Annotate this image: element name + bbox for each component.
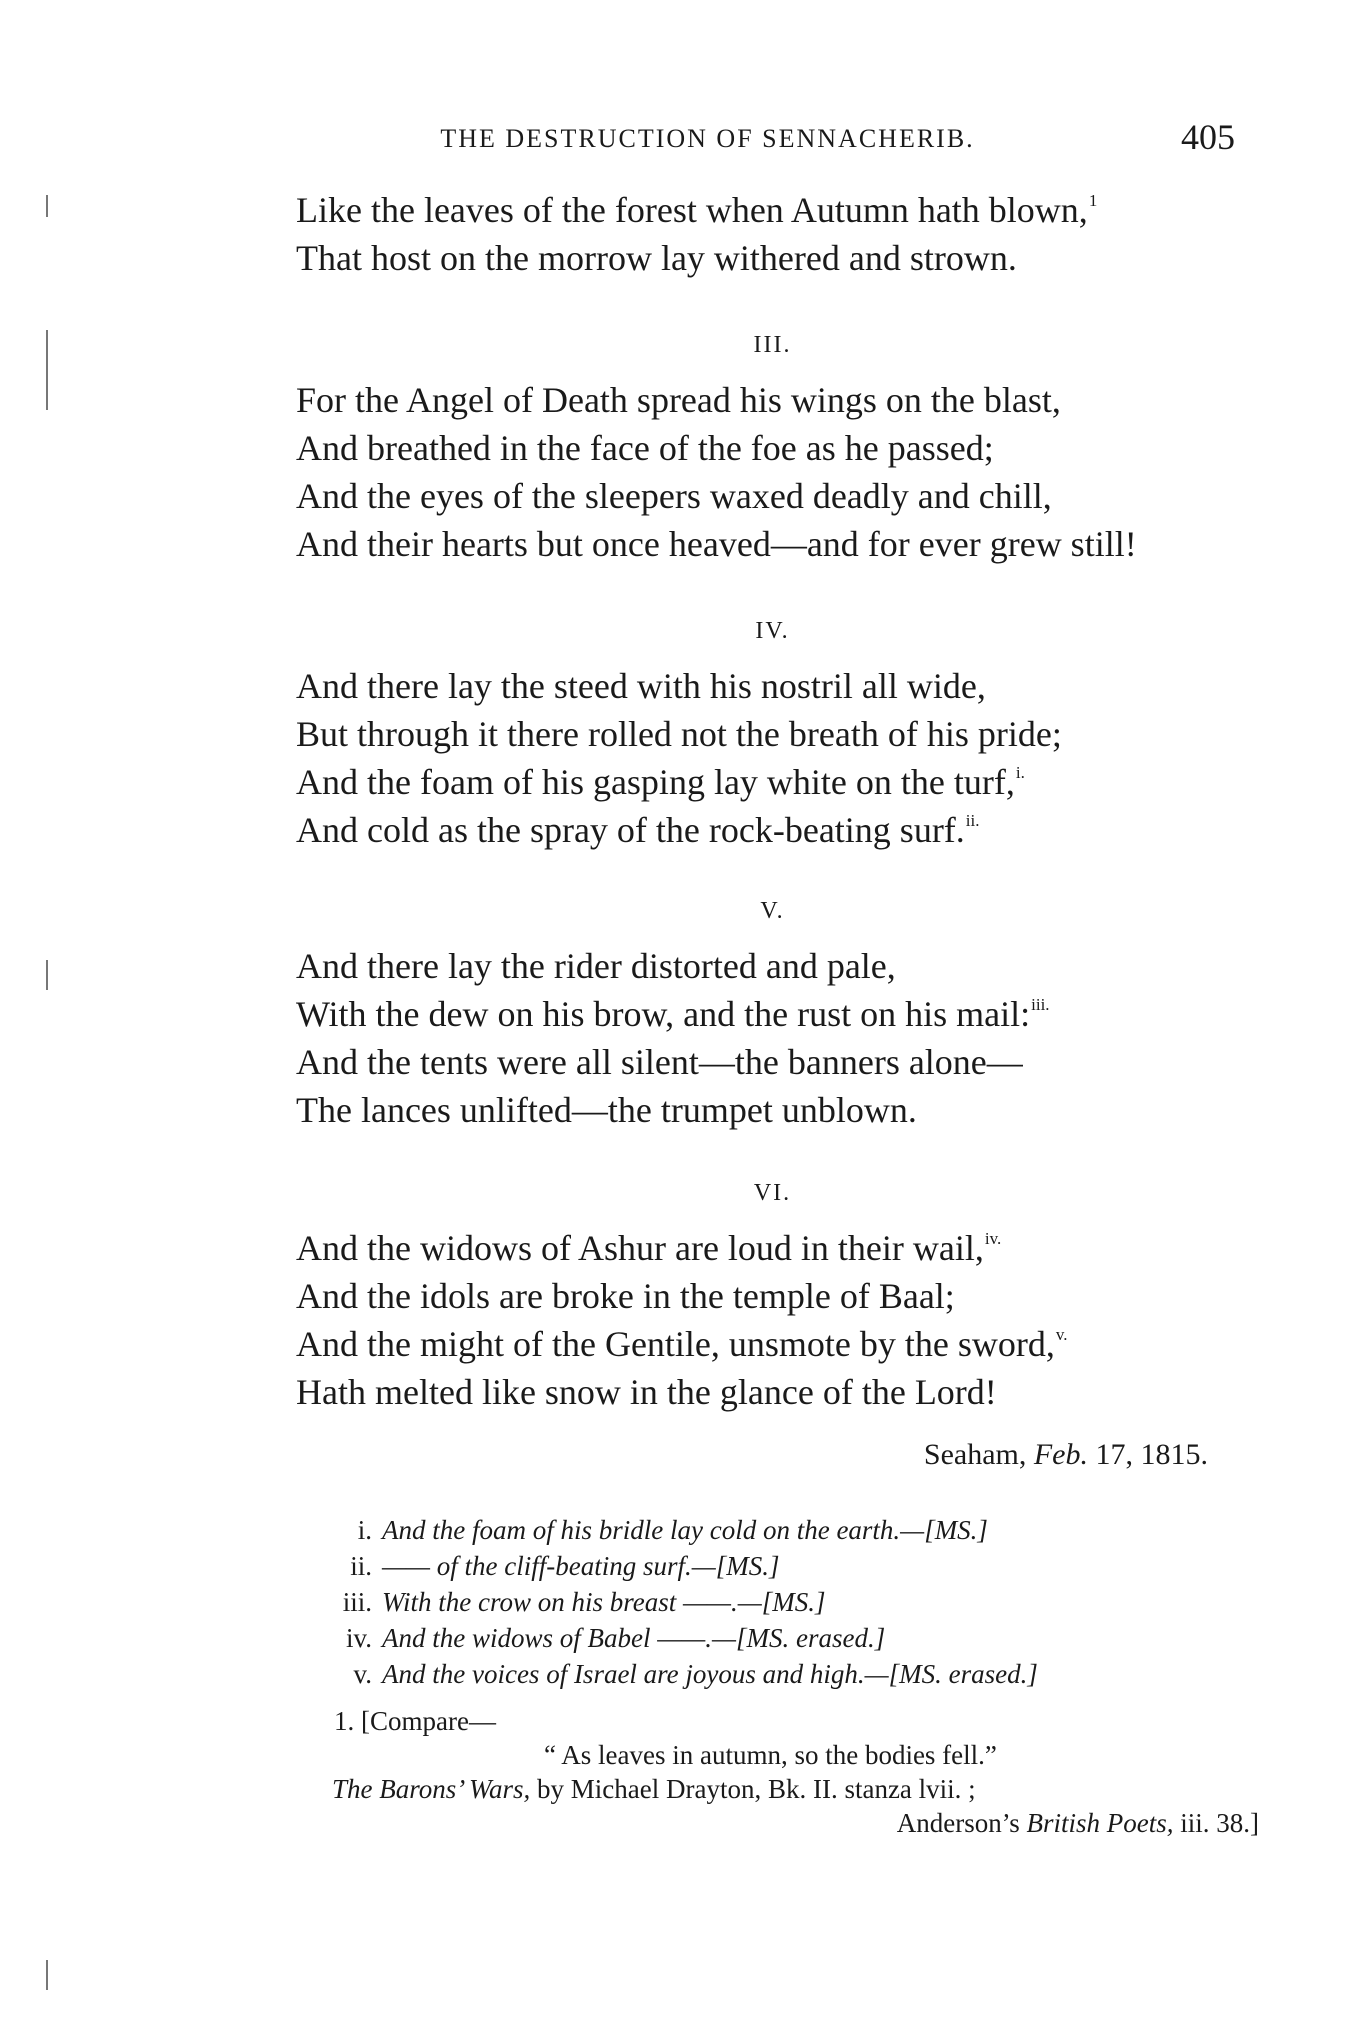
variant-note: i. And the foam of his bridle lay cold on the earth.—[MS.] — [357, 1515, 988, 1545]
verse-line: And there lay the steed with his nostril all wide, — [296, 666, 986, 706]
variant-ref: ii. — [965, 811, 980, 830]
footnote-compare: 1. [Compare— — [334, 1706, 496, 1736]
verse-line: And their hearts but once heaved—and for ever grew still! — [296, 524, 1137, 564]
scan-mark — [46, 330, 48, 410]
stanza-ii-end — [296, 186, 1256, 282]
scan-mark — [46, 1960, 48, 1990]
variant-note: iv. And the widows of Babel ——.—[MS. erased.] — [346, 1623, 886, 1653]
scan-mark — [46, 195, 48, 217]
footnote — [334, 1704, 1264, 1840]
footnote-ref: 1 — [1088, 191, 1098, 210]
verse-line: And there lay the rider distorted and pale, — [296, 946, 896, 986]
verse-line: But through it there rolled not the breath of his pride; — [296, 714, 1062, 754]
verse-line: And the foam of his gasping lay white on the turf,$^{i.}$ — [296, 762, 1025, 802]
verse-line: For the Angel of Death spread his wings on the blast, — [296, 380, 1061, 420]
running-header — [290, 117, 1255, 160]
stanza-numeral-iv: IV. — [755, 618, 790, 644]
stanza-iii — [296, 376, 1256, 568]
verse-line: With the dew on his brow, and the rust on his mail:$^{iii.}$ — [296, 994, 1050, 1034]
verse-line: And the eyes of the sleepers waxed deadly and chill, — [296, 476, 1052, 516]
verse-line: And the might of the Gentile, unsmote by the sword,$^{v.}$ — [296, 1324, 1068, 1364]
variant-ref: v. — [1055, 1325, 1068, 1344]
variant-notes — [320, 1512, 1260, 1692]
variant-ref: iii. — [1031, 995, 1050, 1014]
verse-line: And cold as the spray of the rock-beating surf.$^{ii.}$ — [296, 810, 980, 850]
verse-line: The lances unlifted—the trumpet unblown. — [296, 1090, 917, 1130]
footnote-anthology: Anderson’s British Poets, iii. 38.] — [896, 1808, 1259, 1838]
scan-mark — [46, 960, 48, 990]
variant-ref: i. — [1015, 763, 1025, 782]
verse-line: And breathed in the face of the foe as he passed; — [296, 428, 994, 468]
page-number: 405 — [1181, 117, 1235, 157]
stanza-iv — [296, 662, 1256, 854]
stanza-numeral-vi: VI. — [753, 1180, 792, 1206]
stanza-numeral-iii: III. — [753, 332, 792, 358]
variant-note: ii. —— of the cliff-beating surf.—[MS.] — [350, 1551, 780, 1581]
running-title: THE DESTRUCTION OF SENNACHERIB. — [440, 124, 975, 153]
verse-line: And the idols are broke in the temple of Baal; — [296, 1276, 955, 1316]
stanza-numeral-v: V. — [760, 898, 785, 924]
verse-line: Hath melted like snow in the glance of the Lord! — [296, 1372, 997, 1412]
footnote-source: The Barons’ Wars, by Michael Drayton, Bk. II. stanza lvii. ; — [332, 1774, 976, 1804]
variant-ref: iv. — [984, 1229, 1002, 1248]
stanza-vi — [296, 1224, 1256, 1416]
verse-line: That host on the morrow lay withered and strown. — [296, 238, 1017, 278]
variant-note: iii. With the crow on his breast ——.—[MS.] — [342, 1587, 826, 1617]
footnote-quote: “ As leaves in autumn, so the bodies fell.” — [544, 1740, 997, 1770]
verse-line: And the tents were all silent—the banners alone— — [296, 1042, 1023, 1082]
stanza-v — [296, 942, 1256, 1134]
variant-note: v. And the voices of Israel are joyous and high.—[MS. erased.] — [353, 1659, 1038, 1689]
verse-line: Like the leaves of the forest when Autumn hath blown,$^1$ — [296, 190, 1098, 230]
dateline: Seaham, Feb. 17, 1815. — [923, 1438, 1208, 1471]
verse-line: And the widows of Ashur are loud in their wail,$^{iv.}$ — [296, 1228, 1002, 1268]
